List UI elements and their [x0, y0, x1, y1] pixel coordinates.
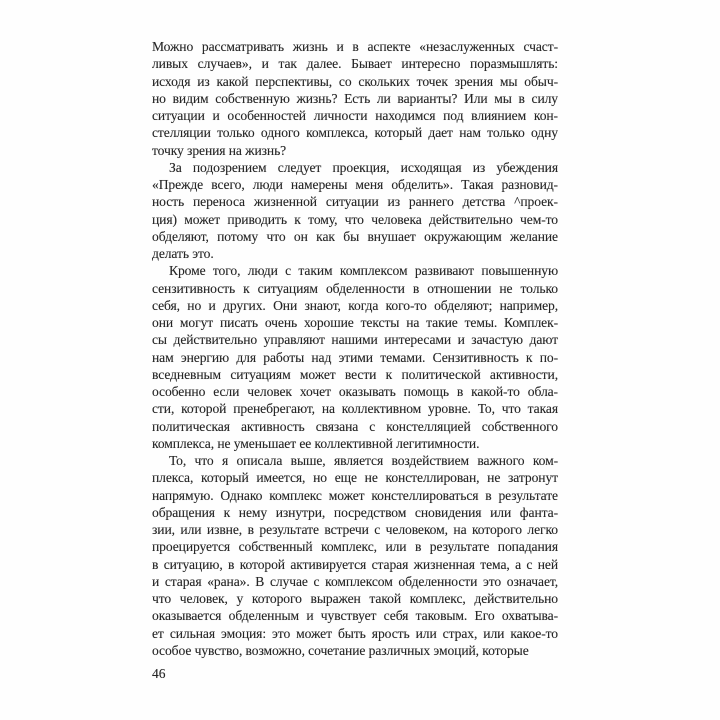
text-line: напрямую. Однако комплекс может констеллироваться в результате — [152, 487, 558, 503]
text-line: нам энергию для работы над этими темами. Сензитивность к по- — [152, 349, 558, 365]
text-line: ция) может приводить к тому, что человека действительно чем-то — [152, 211, 558, 227]
paragraph — [152, 159, 558, 263]
text-line: точку зрения на жизнь? — [152, 142, 287, 158]
text-line: «Прежде всего, люди намерены меня обделить». Такая разновид- — [152, 177, 558, 192]
text-line: стелляции только одного комплекса, который дает нам только одну — [152, 125, 558, 141]
paragraph — [152, 38, 558, 159]
text-line: они могут писать очень хорошие тексты на такие темы. Комплек- — [152, 315, 558, 330]
text-line: особое чувство, возможно, сочетание различных эмоций, которые — [152, 642, 529, 658]
text-line: ет сильная эмоция: это может быть ярость или страх, или какое-то — [152, 625, 558, 641]
text-line: зии, или извне, в результате встречи с человеком, на которого легко — [152, 522, 558, 537]
text-line: что человек, у которого выражен такой комплекс, действительно — [152, 591, 558, 606]
text-line: ситуации и особенностей личности находимся под влиянием кон- — [152, 108, 558, 123]
text-line: и старая «рана». В случае с комплексом обделенности это означает, — [152, 573, 558, 589]
text-line: проецируется собственный комплекс, или в результате попадания — [152, 539, 558, 555]
text-line: ность переноса жизненной ситуации из раннего детства ^проек- — [152, 194, 558, 210]
text-line: но видим собственную жизнь? Есть ли варианты? Или мы в силу — [152, 90, 558, 106]
text-line: обделяют, потому что он как бы внушает окружающим желание — [152, 228, 558, 244]
text-line: комплекса, не уменьшает ее коллективной легитимности. — [152, 435, 480, 451]
text-line: делать это. — [152, 246, 214, 261]
text-line: особенно если человек хочет оказывать помощь в какой-то обла- — [152, 384, 558, 399]
text-line: сы действительно управляют нашими интересами и зачастую дают — [152, 332, 558, 348]
text-line: сти, которой пренебрегают, на коллективном уровне. То, что такая — [152, 401, 558, 417]
paragraph — [152, 262, 558, 452]
text-line: За подозрением следует проекция, исходящая из убеждения — [169, 159, 558, 175]
text-block — [152, 38, 558, 659]
text-line: в ситуацию, в которой активируется старая жизненная тема, а с ней — [152, 556, 558, 572]
text-line: исходя из какой перспективы, со скольких точек зрения мы обыч- — [152, 73, 558, 89]
text-line: плекса, который имеется, но еще не констеллирован, не затронут — [152, 470, 558, 486]
text-line: То, что я описала выше, является воздействием важного ком- — [169, 453, 558, 468]
text-line: оказывается обделенным и чувствует себя таковым. Его охватыва- — [152, 608, 558, 624]
text-line: себя, но и других. Они знают, когда кого-то обделяют; например, — [152, 297, 558, 313]
text-line: обращения к нему изнутри, посредством сновидения или фанта- — [152, 504, 558, 520]
text-line: ливых случаев», и так далее. Бывает интересно поразмышлять: — [152, 56, 558, 72]
text-line: вседневным ситуациям может вести к политической активности, — [152, 366, 558, 382]
text-line: Кроме того, люди с таким комплексом развивают повышенную — [169, 263, 558, 279]
text-line: Можно рассматривать жизнь и в аспекте «незаслуженных счаст- — [152, 39, 558, 54]
text-line: сензитивность к ситуациям обделенности в отношении не только — [152, 280, 558, 296]
paragraph — [152, 452, 558, 659]
text-line: политическая активность связана с констелляцией собственного — [152, 418, 558, 434]
page-number: 46 — [152, 666, 166, 681]
